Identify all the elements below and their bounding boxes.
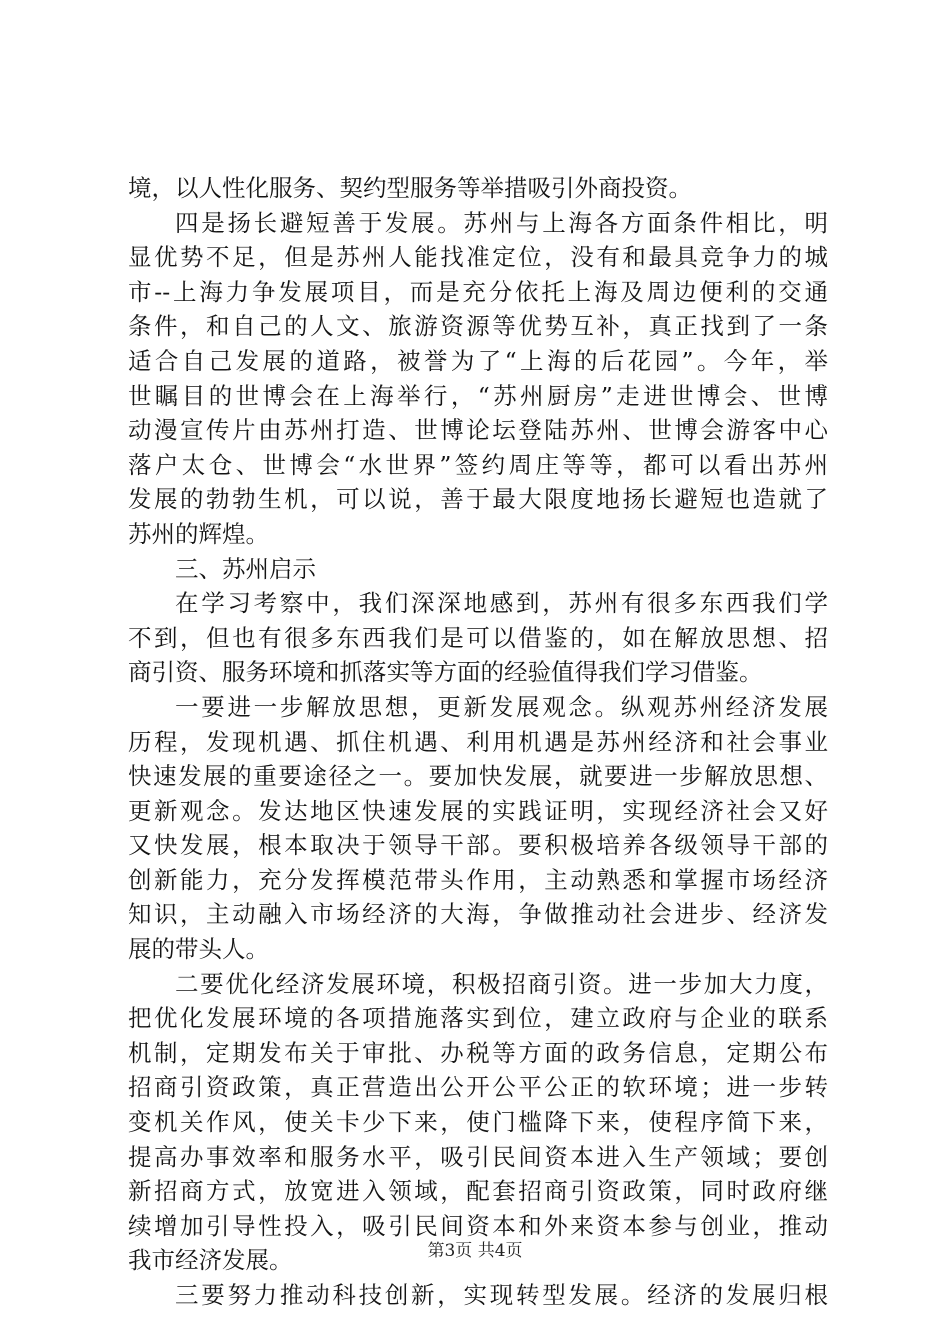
- text-line: 新招商方式，放宽进入领域，配套招商引资政策，同时政府继: [128, 1177, 828, 1206]
- text-line: 适合自己发展的道路，被誉为了“上海的后花园”。今年，举: [128, 346, 828, 375]
- text-line: 我市经济发展。: [128, 1246, 293, 1275]
- text-line: 三要努力推动科技创新，实现转型发展。经济的发展归根: [175, 1281, 828, 1309]
- text-line: 历程，发现机遇、抓住机遇、利用机遇是苏州经济和社会事业: [128, 727, 828, 756]
- text-line: 又快发展，根本取决于领导干部。要积极培养各级领导干部的: [128, 831, 828, 860]
- text-line: 三、苏州启示: [175, 554, 316, 583]
- text-line: 变机关作风，使关卡少下来，使门槛降下来，使程序简下来，: [128, 1108, 828, 1137]
- text-line: 在学习考察中，我们深深地感到，苏州有很多东西我们学: [175, 589, 828, 618]
- text-line: 显优势不足，但是苏州人能找准定位，没有和最具竞争力的城: [128, 243, 828, 272]
- text-line: 二要优化经济发展环境，积极招商引资。进一步加大力度，: [175, 969, 828, 998]
- text-line: 展的带头人。: [128, 935, 269, 964]
- text-line: 落户太仓、世博会“水世界”签约周庄等等，都可以看出苏州: [128, 450, 828, 479]
- text-line: 境，以人性化服务、契约型服务等举措吸引外商投资。: [128, 174, 692, 202]
- text-line: 更新观念。发达地区快速发展的实践证明，实现经济社会又好: [128, 796, 828, 825]
- text-line: 机制，定期发布关于审批、办税等方面的政务信息，定期公布: [128, 1038, 828, 1067]
- text-line: 世瞩目的世博会在上海举行，“苏州厨房”走进世博会、世博: [128, 381, 828, 410]
- text-line: 不到，但也有很多东西我们是可以借鉴的，如在解放思想、招: [128, 623, 828, 652]
- text-line: 续增加引导性投入，吸引民间资本和外来资本参与创业，推动: [128, 1211, 828, 1240]
- text-line: 四是扬长避短善于发展。苏州与上海各方面条件相比，明: [175, 208, 828, 237]
- text-line: 把优化发展环境的各项措施落实到位，建立政府与企业的联系: [128, 1004, 828, 1033]
- text-line: 条件，和自己的人文、旅游资源等优势互补，真正找到了一条: [128, 312, 828, 341]
- page-number-footer: 第3页 共4页: [427, 1241, 523, 1261]
- text-line: 苏州的辉煌。: [128, 519, 269, 548]
- text-line: 商引资、服务环境和抓落实等方面的经验值得我们学习借鉴。: [128, 658, 763, 687]
- text-line: 招商引资政策，真正营造出公开公平公正的软环境；进一步转: [128, 1073, 828, 1102]
- text-line: 知识，主动融入市场经济的大海，争做推动社会进步、经济发: [128, 900, 828, 929]
- text-line: 一要进一步解放思想，更新发展观念。纵观苏州经济发展: [175, 692, 828, 721]
- text-line: 市--上海力争发展项目，而是充分依托上海及周边便利的交通: [128, 277, 828, 306]
- text-line: 提高办事效率和服务水平，吸引民间资本进入生产领域；要创: [128, 1142, 828, 1171]
- text-line: 发展的勃勃生机，可以说，善于最大限度地扬长避短也造就了: [128, 485, 828, 514]
- text-line: 快速发展的重要途径之一。要加快发展，就要进一步解放思想、: [128, 762, 828, 791]
- text-line: 动漫宣传片由苏州打造、世博论坛登陆苏州、世博会游客中心: [128, 416, 828, 445]
- document-body: [128, 171, 828, 1313]
- text-line: 创新能力，充分发挥模范带头作用，主动熟悉和掌握市场经济: [128, 865, 828, 894]
